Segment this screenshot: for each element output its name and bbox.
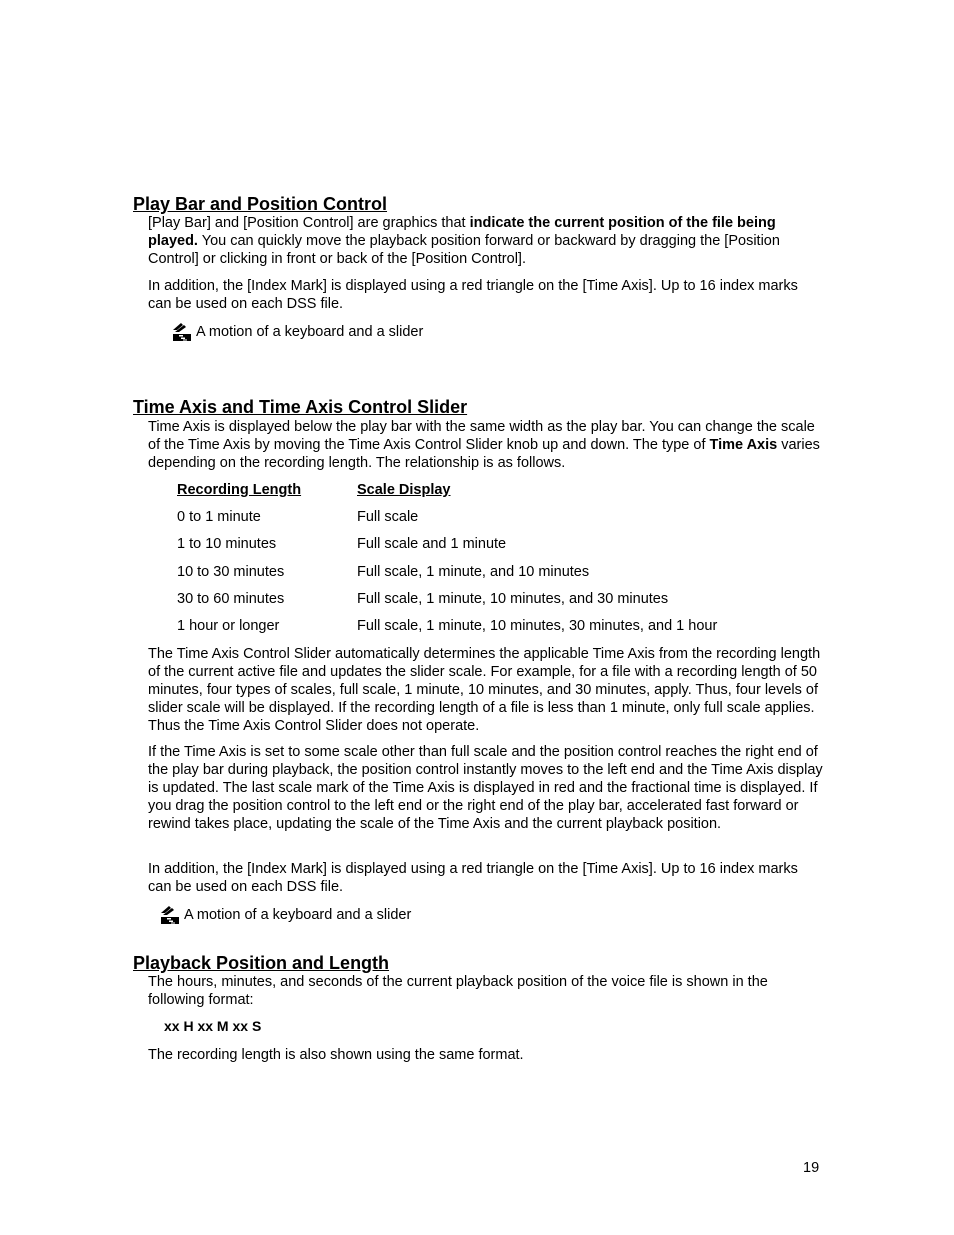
index-mark-paragraph: In addition, the [Index Mark] is displayed using a red triangle on the [Time Axis]. Up to 16 index marks can be used on each DSS file. [148,861,798,895]
table-cell: Full scale, 1 minute, and 10 minutes [357,564,590,580]
table-header: Scale Display [357,482,451,498]
section-heading-time-axis: Time Axis and Time Axis Control Slider [133,397,468,417]
time-format-example: xx H xx M xx S [164,1018,262,1034]
index-mark-paragraph: In addition, the [Index Mark] is displayed using a red triangle on the [Time Axis]. Up to 16 index marks can be used on each DSS file. [148,278,798,312]
table-cell: Full scale, 1 minute, 10 minutes, 30 minutes, and 1 hour [357,618,718,634]
table-cell: 1 to 10 minutes [177,536,277,552]
note-text: A motion of a keyboard and a slider [184,907,412,923]
keyboard-slider-note [172,322,423,342]
keyboard-slider-note [160,905,411,925]
page-number: 19 [803,1160,820,1176]
keyboard-hand-icon [172,322,192,342]
table-cell: 30 to 60 minutes [177,591,285,607]
table-cell: Full scale [357,509,419,525]
table-cell: 0 to 1 minute [177,509,261,525]
keyboard-hand-icon [160,905,180,925]
section-heading-playback-position: Playback Position and Length [133,953,390,973]
table-cell: Full scale, 1 minute, 10 minutes, and 30 minutes [357,591,669,607]
table-cell: Full scale and 1 minute [357,536,507,552]
time-axis-paragraph: Time Axis is displayed below the play bar with the same width as the play bar. You can change the scale of the Time Axis by moving the Time Axis Control Slider knob up and down. The type of Time Axis varies depending on the recording length. The relationship is as follows. [148,419,820,471]
table-header: Recording Length [177,482,302,498]
position-control-paragraph: If the Time Axis is set to some scale other than full scale and the position control reaches the right end of the play bar during playback, the position control instantly moves to the left end and the Time Axis display is updated. The last scale mark of the Time Axis is displayed in red and the fractional time is displayed. If you drag the position control to the left end or the right end of the play bar, accelerated fast forward or rewind takes place, updating the scale of the Time Axis and the current playback position. [148,744,823,832]
table-cell: 1 hour or longer [177,618,280,634]
play-bar-paragraph: [Play Bar] and [Position Control] are graphics that indicate the current position of the file being played. You can quickly move the playback position forward or backward by dragging the [Position Control] or clicking in front or back of the [Position Control]. [148,215,780,267]
playback-position-paragraph: The hours, minutes, and seconds of the current playback position of the voice file is shown in the following format: [148,974,768,1008]
note-text: A motion of a keyboard and a slider [196,324,424,340]
table-cell: 10 to 30 minutes [177,564,285,580]
section-heading-play-bar: Play Bar and Position Control [133,194,388,214]
slider-scale-paragraph: The Time Axis Control Slider automatically determines the applicable Time Axis from the recording length of the current active file and updates the slider scale. For example, for a file with a recording length of 50 minutes, four types of scales, full scale, 1 minute, 10 minutes, and 30 minutes, apply. Thus, four levels of slider scale will be displayed. If the recording length of a file is less than 1 minute, only full scale applies. Thus the Time Axis Control Slider does not operate. [148,646,821,734]
recording-length-paragraph: The recording length is also shown using the same format. [148,1047,524,1063]
